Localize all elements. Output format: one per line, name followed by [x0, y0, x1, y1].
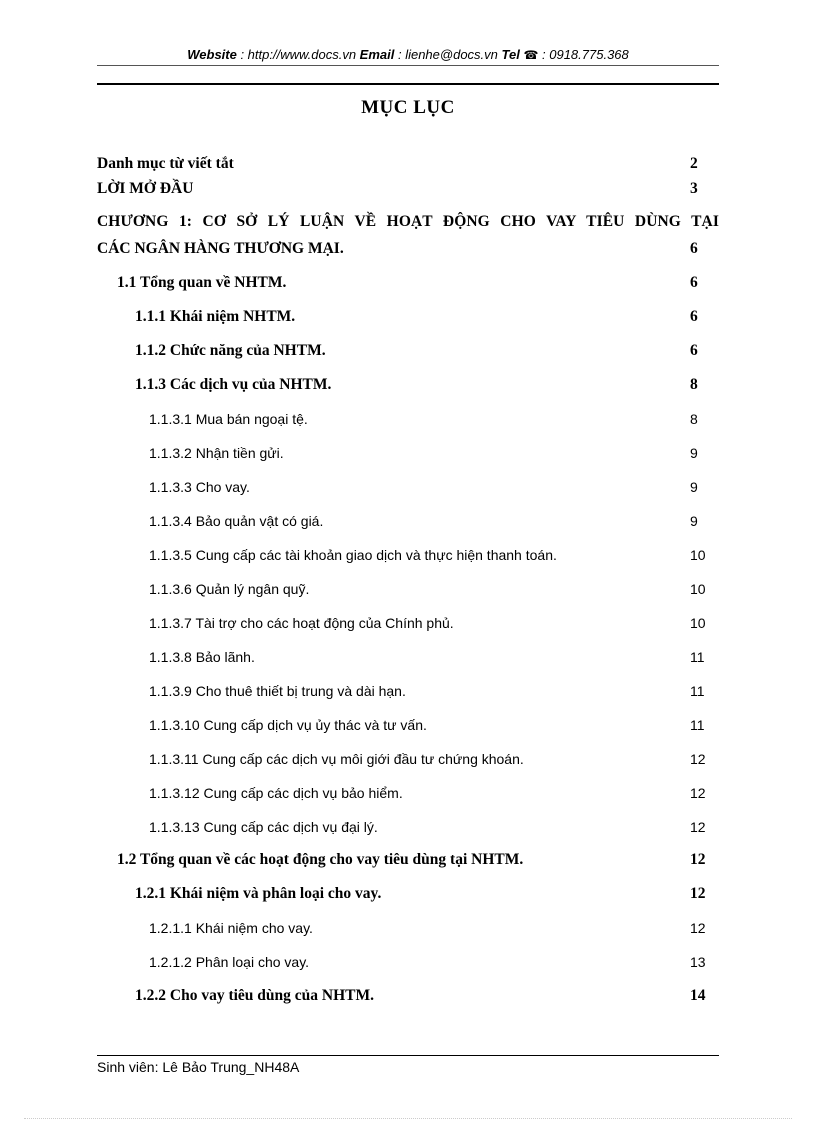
toc-entry-page: 12 [690, 785, 706, 801]
toc-entry[interactable] [0, 750, 816, 772]
footer-rule [97, 1055, 719, 1056]
toc-chapter-1-line1[interactable]: CHƯƠNG 1: CƠ SỞ LÝ LUẬN VỀ HOẠT ĐỘNG CHO VAY TIÊU DÙNG TẠI [97, 213, 719, 230]
toc-entry[interactable] [0, 308, 816, 330]
toc-entry[interactable] [0, 648, 816, 670]
toc-entry-page: 10 [690, 547, 706, 563]
toc-entry-label: 1.1.3.5 Cung cấp các tài khoản giao dịch và thực hiện thanh toán. [149, 547, 557, 563]
toc-entry-page: 11 [690, 683, 705, 699]
toc-entry[interactable] [0, 885, 816, 907]
toc-entry[interactable] [0, 376, 816, 398]
toc-entry-page: 6 [690, 274, 698, 291]
email-value: : lienhe@docs.vn [394, 47, 502, 62]
toc-entry-label: 1.1.3.3 Cho vay. [149, 479, 250, 495]
toc-entry-label: Danh mục từ viết tắt [97, 155, 234, 172]
page-header [97, 47, 719, 62]
toc-entry-page: 6 [690, 240, 698, 257]
toc-entry-label: 1.1.3 Các dịch vụ của NHTM. [135, 376, 332, 393]
toc-entry-label: 1.1.3.6 Quản lý ngân quỹ. [149, 581, 310, 597]
toc-entry-page: 8 [690, 376, 698, 393]
toc-entry[interactable] [0, 716, 816, 738]
toc-entry-label: 1.1 Tổng quan về NHTM. [117, 274, 287, 291]
toc-entry[interactable] [0, 784, 816, 806]
toc-entry[interactable] [0, 614, 816, 636]
toc-entry[interactable] [0, 987, 816, 1009]
toc-entry-label: 1.1.3.7 Tài trợ cho các hoạt động của Chính phủ. [149, 615, 454, 631]
toc-entry[interactable] [0, 580, 816, 602]
toc-entry-label: 1.2.1 Khái niệm và phân loại cho vay. [135, 885, 382, 902]
toc-entry-page: 2 [690, 155, 698, 172]
toc-entry-label: 1.1.3.13 Cung cấp các dịch vụ đại lý. [149, 819, 378, 835]
page-title: MỤC LỤC [361, 97, 455, 118]
website-label: Website [187, 47, 237, 62]
toc-entry[interactable] [0, 851, 816, 873]
toc-entry-page: 6 [690, 342, 698, 359]
toc-entry-page: 12 [690, 920, 706, 936]
toc-entry-label: 1.2 Tổng quan về các hoạt động cho vay tiêu dùng tại NHTM. [117, 851, 524, 868]
toc-entry[interactable] [0, 342, 816, 364]
toc-entry-page: 10 [690, 581, 706, 597]
toc-entry-page: 8 [690, 411, 698, 427]
toc-entry[interactable] [0, 818, 816, 840]
toc-entry-page: 9 [690, 445, 698, 461]
page-footer: Sinh viên: Lê Bảo Trung_NH48A [97, 1059, 300, 1075]
toc-entry-label: 1.1.3.12 Cung cấp các dịch vụ bảo hiểm. [149, 785, 403, 801]
toc-entry-label: CÁC NGÂN HÀNG THƯƠNG MẠI. [97, 240, 344, 257]
toc-entry-page: 12 [690, 851, 706, 868]
toc-entry-page: 13 [690, 954, 706, 970]
website-value: : http://www.docs.vn [236, 47, 360, 62]
toc-entry-label: 1.1.3.2 Nhận tiền gửi. [149, 445, 284, 461]
toc-entry[interactable] [0, 953, 816, 975]
toc-entry-label: 1.2.1.1 Khái niệm cho vay. [149, 920, 313, 936]
toc-entry[interactable] [0, 478, 816, 500]
toc-entry-page: 11 [690, 717, 705, 733]
toc-entry[interactable] [0, 274, 816, 296]
toc-entry-label: 1.1.3.10 Cung cấp dịch vụ ủy thác và tư vấn. [149, 717, 427, 733]
page-edge-divider [24, 1118, 792, 1119]
toc-entry-page: 10 [690, 615, 706, 631]
toc-entry[interactable] [0, 546, 816, 568]
toc-entry[interactable] [0, 512, 816, 534]
header-rule-thin [97, 65, 719, 66]
header-rule-thick [97, 83, 719, 85]
toc-entry-page: 12 [690, 885, 706, 902]
toc-entry-label: 1.1.3.11 Cung cấp các dịch vụ môi giới đầu tư chứng khoán. [149, 751, 524, 767]
toc-entry-page: 9 [690, 479, 698, 495]
toc-entry[interactable] [0, 180, 816, 202]
toc-entry[interactable] [0, 919, 816, 941]
email-label: Email [359, 47, 395, 62]
toc-entry[interactable] [0, 410, 816, 432]
tel-label: Tel [501, 47, 520, 62]
toc-entry-label: LỜI MỞ ĐẦU [97, 180, 194, 197]
toc-entry-page: 12 [690, 751, 706, 767]
toc-entry-page: 6 [690, 308, 698, 325]
toc-entry-label: 1.2.2 Cho vay tiêu dùng của NHTM. [135, 987, 374, 1004]
tel-value: : 0918.775.368 [538, 47, 629, 62]
toc-entry-page: 11 [690, 649, 705, 665]
toc-entry[interactable] [0, 444, 816, 466]
toc-entry[interactable] [0, 682, 816, 704]
toc-entry-page: 12 [690, 819, 706, 835]
toc-chapter-1[interactable] [0, 240, 816, 262]
toc-entry-label: 1.1.1 Khái niệm NHTM. [135, 308, 296, 325]
phone-icon: ☎ [523, 48, 539, 62]
toc-entry-label: 1.1.3.8 Bảo lãnh. [149, 649, 255, 665]
toc-entry-label: 1.1.3.9 Cho thuê thiết bị trung và dài hạn. [149, 683, 406, 699]
toc-entry-label: 1.1.3.4 Bảo quản vật có giá. [149, 513, 324, 529]
toc-entry[interactable] [0, 155, 816, 177]
toc-entry-page: 3 [690, 180, 698, 197]
toc-entry-label: 1.2.1.2 Phân loại cho vay. [149, 954, 310, 970]
toc-entry-page: 14 [690, 987, 706, 1004]
toc-entry-label: 1.1.2 Chức năng của NHTM. [135, 342, 326, 359]
toc-entry-page: 9 [690, 513, 698, 529]
toc-entry-label: 1.1.3.1 Mua bán ngoại tệ. [149, 411, 308, 427]
